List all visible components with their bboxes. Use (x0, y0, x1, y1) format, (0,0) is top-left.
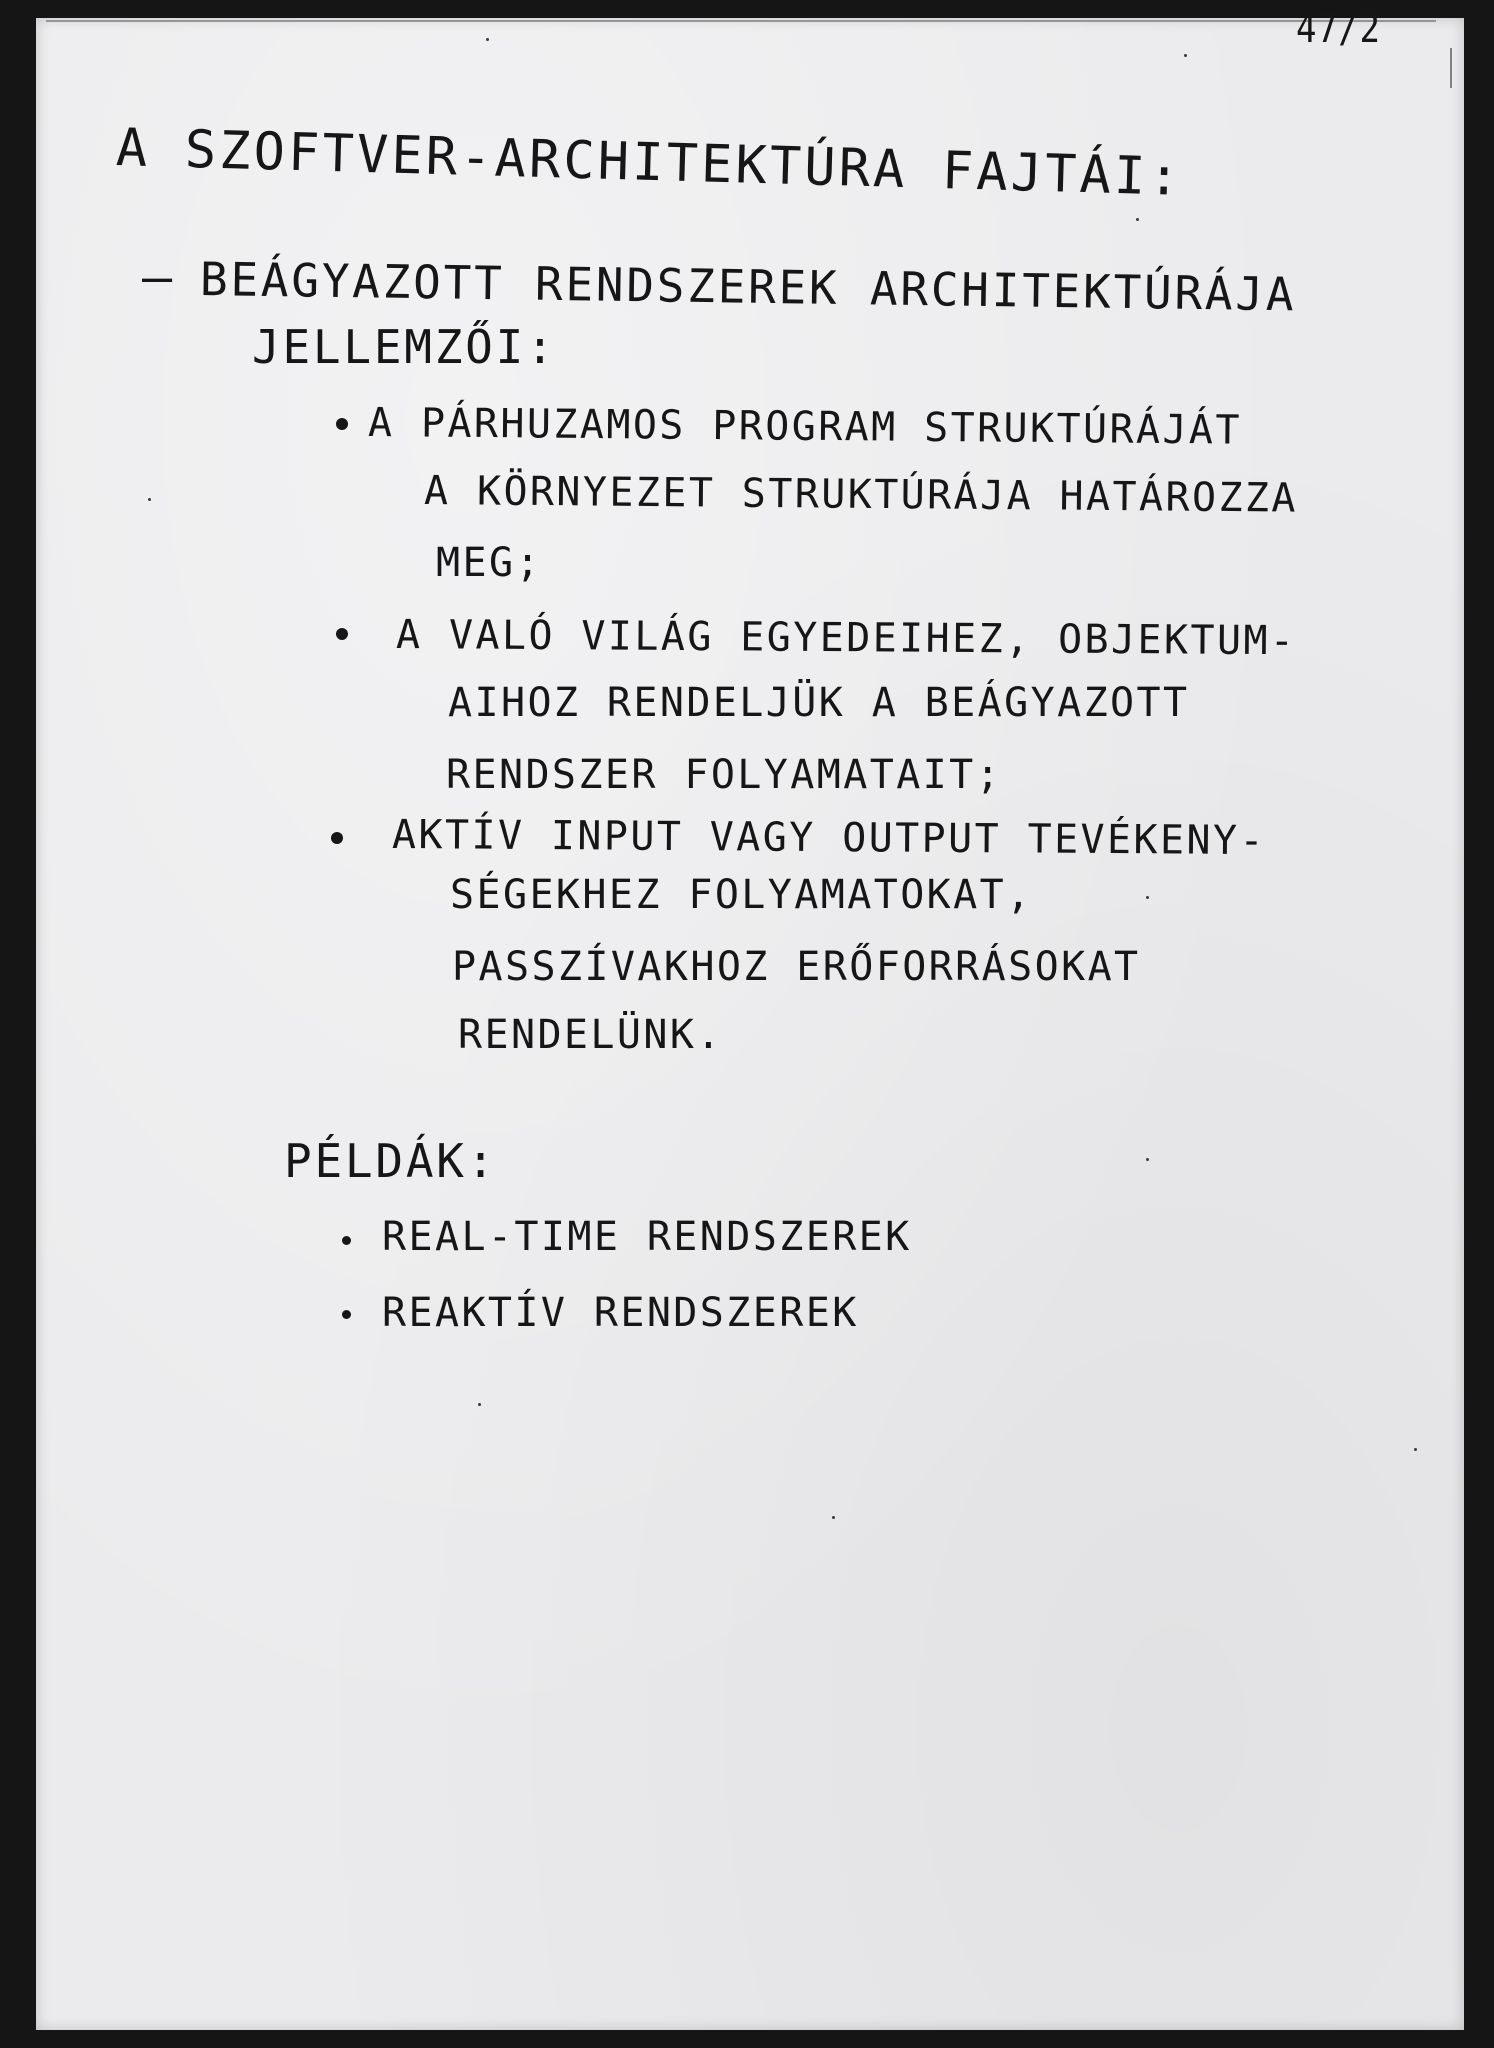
example-item: REAL-TIME RENDSZEREK (382, 1214, 912, 1260)
speck (1136, 218, 1139, 221)
bullet-icon (336, 628, 348, 640)
speck (1414, 1448, 1417, 1451)
speck (148, 498, 151, 501)
bullet-icon (336, 418, 348, 430)
point-1-line-1: A PÁRHUZAMOS PROGRAM STRUKTÚRÁJÁT (367, 400, 1243, 454)
page-title: A SZOFTVER-ARCHITEKTÚRA FAJTÁI: (115, 118, 1184, 208)
speck (832, 1516, 835, 1519)
page-number: 47/2 (1296, 6, 1381, 52)
point-1-line-2: A KÖRNYEZET STRUKTÚRÁJA HATÁROZZA (423, 468, 1299, 522)
point-2-line-3: RENDSZER FOLYAMATAIT; (446, 752, 1003, 798)
list-dash: – (142, 248, 176, 306)
point-2-line-2: AIHOZ RENDELJÜK A BEÁGYAZOTT (448, 680, 1190, 726)
examples-label: PÉLDÁK: (284, 1134, 498, 1188)
top-edge-line (46, 20, 1436, 22)
section-heading-line-2: JELLEMZŐI: (252, 320, 557, 374)
speck (1146, 896, 1149, 899)
bullet-icon (342, 1310, 351, 1319)
bullet-icon (331, 832, 343, 844)
speck (1184, 54, 1187, 57)
speck (478, 1403, 481, 1406)
right-edge-mark (1450, 48, 1452, 88)
point-3-line-3: PASSZÍVAKHOZ ERŐFORRÁSOKAT (452, 944, 1141, 990)
example-item: REAKTÍV RENDSZEREK (382, 1290, 859, 1336)
point-3-line-2: SÉGEKHEZ FOLYAMATOKAT, (450, 872, 1033, 918)
point-2-line-1: A VALÓ VILÁG EGYEDEIHEZ, OBJEKTUM- (395, 612, 1297, 665)
point-1-line-3: MEG; (436, 540, 542, 586)
section-heading-line-1: BEÁGYAZOTT RENDSZEREK ARCHITEKTÚRÁJA (199, 252, 1297, 322)
bullet-icon (342, 1236, 351, 1245)
speck (1146, 1158, 1149, 1161)
point-3-line-4: RENDELÜNK. (458, 1012, 723, 1058)
point-3-line-1: AKTÍV INPUT VAGY OUTPUT TEVÉKENY- (391, 812, 1267, 865)
speck (486, 38, 489, 41)
